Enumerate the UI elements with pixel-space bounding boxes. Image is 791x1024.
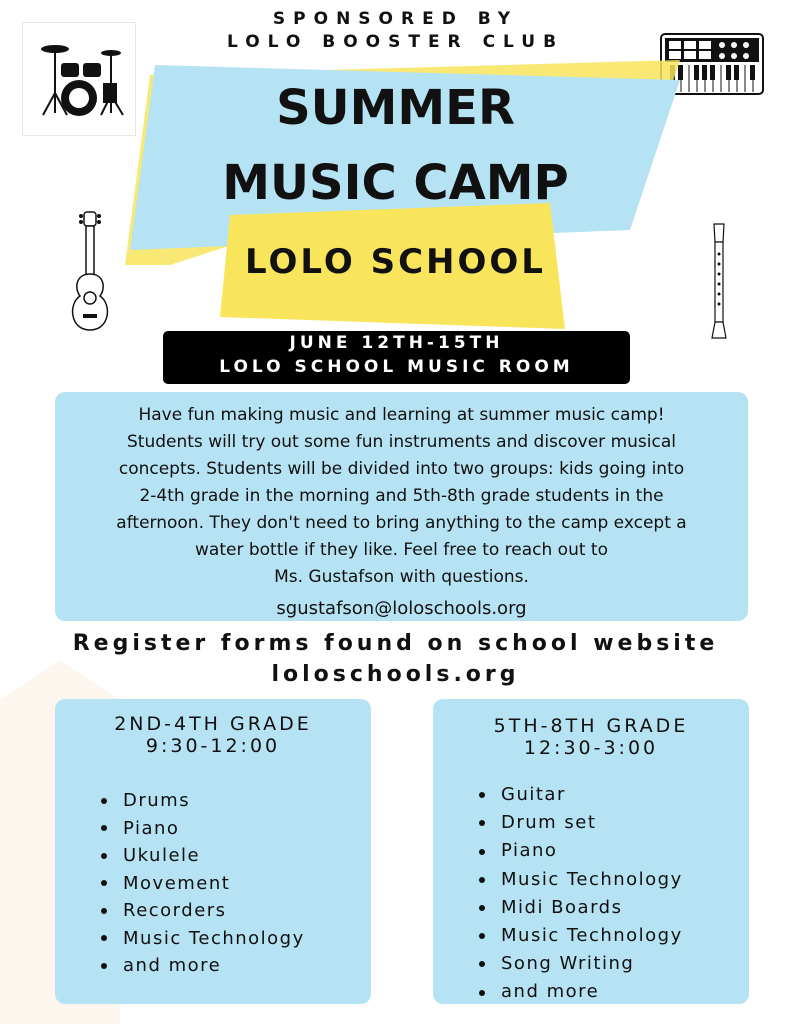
contact-email[interactable]: sgustafson@loloschools.org [276,598,527,619]
event-location: LOLO SCHOOL MUSIC ROOM [219,357,574,377]
list-item: and more [99,952,371,980]
sponsor-line-2: LOLO BOOSTER CLUB [226,32,565,52]
list-item: Drums [99,787,371,815]
list-item: Song Writing [477,950,749,978]
list-item: Music Technology [99,925,371,953]
list-item: Midi Boards [477,894,749,922]
description-line: concepts. Students will be divided into two groups: kids going into [118,459,685,479]
list-item: Music Technology [477,866,749,894]
group-time: 9:30-12:00 [145,735,281,757]
school-website-link[interactable]: loloschools.org [271,662,520,687]
description-line: water bottle if they like. Feel free to reach out to [195,540,608,560]
list-item: Music Technology [477,922,749,950]
description-line: Have fun making music and learning at summer music camp! [138,405,665,425]
description-line: Students will try out some fun instruments and discover musical [127,432,676,452]
group-grade-label: 5TH-8TH GRADE [493,715,689,737]
list-item: Recorders [99,897,371,925]
group-grade-label: 2ND-4TH GRADE [114,713,312,735]
group-box-5th-8th [433,699,749,1004]
description-line: afternoon. They don't need to bring anything to the camp except a [116,513,687,533]
list-item: Piano [477,837,749,865]
list-item: Guitar [477,781,749,809]
list-item: Piano [99,815,371,843]
description-box [55,392,748,621]
title-summer: SUMMER [276,80,515,136]
title-lolo-school: LOLO SCHOOL [245,242,546,282]
register-line-1: Register forms found on school website [72,631,719,656]
list-item: Ukulele [99,842,371,870]
group-box-2nd-4th [55,699,371,1004]
event-dates: JUNE 12TH-15TH [289,333,504,353]
description-line: 2-4th grade in the morning and 5th-8th grade students in the [139,486,664,506]
group-time: 12:30-3:00 [523,737,659,759]
list-item: Movement [99,870,371,898]
list-item: and more [477,978,749,1006]
title-music-camp: MUSIC CAMP [222,155,569,211]
sponsor-line-1: SPONSORED BY [272,9,519,29]
register-info [0,628,791,690]
description-text [69,402,734,622]
list-item: Drum set [477,809,749,837]
event-info-bar [163,331,630,384]
description-line: Ms. Gustafson with questions. [274,567,529,587]
